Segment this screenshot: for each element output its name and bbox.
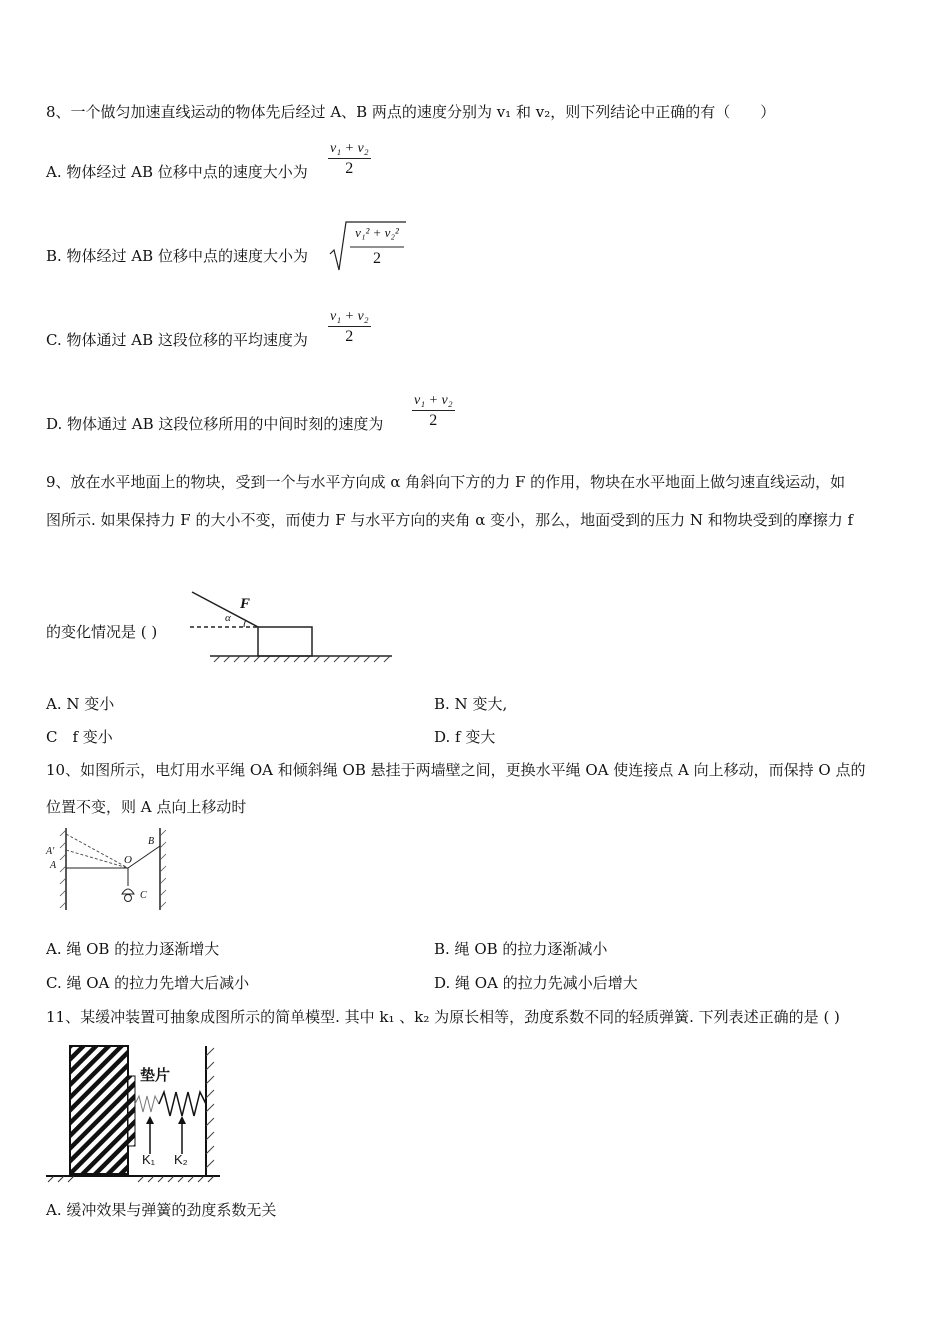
q8-option-d: D. 物体通过 AB 这段位移所用的中间时刻的速度为 [46, 415, 384, 433]
fraction-numerator: v₁ + v₂ [328, 140, 371, 159]
q10-stem-line1: 10、如图所示，电灯用水平绳 OA 和倾斜绳 OB 悬挂于两墙壁之间，更换水平绳 OA 使连接点 A 向上移动，而保持 O 点的 [46, 761, 866, 779]
spring-k2-label: K₂ [174, 1152, 188, 1167]
sqrt-numerator: v₁² + v₂² [355, 225, 399, 240]
q10-option-c: C. 绳 OA 的拉力先增大后减小 [46, 974, 250, 992]
q9-option-b: B. N 变大, [434, 695, 508, 713]
point-a-prime-label: A' [46, 846, 55, 857]
q9-option-d: D. f 变大 [434, 728, 496, 746]
point-b-label: B [148, 836, 155, 847]
buffer-device-diagram [44, 1044, 224, 1184]
fraction-denominator: 2 [345, 160, 354, 177]
q10-lamp-rope-diagram [44, 826, 170, 912]
fraction-denominator: 2 [429, 412, 438, 429]
sqrt-denominator: 2 [373, 250, 381, 267]
lamp-c-label: C [140, 890, 147, 901]
q10-option-a: A. 绳 OB 的拉力逐渐增大 [46, 940, 220, 958]
q8-option-b: B. 物体经过 AB 位移中点的速度大小为 [46, 247, 308, 265]
spring-k1-label: K₁ [142, 1152, 156, 1167]
fraction-numerator: v₁ + v₂ [328, 308, 371, 327]
q10-option-b: B. 绳 OB 的拉力逐渐减小 [434, 940, 608, 958]
q10-stem-line2: 位置不变，则 A 点向上移动时 [46, 798, 247, 816]
q8-option-c: C. 物体通过 AB 这段位移的平均速度为 [46, 331, 308, 349]
q9-option-c: C f 变小 [46, 728, 113, 746]
q9-option-a: A. N 变小 [46, 695, 115, 713]
q9-stem-line3: 的变化情况是 ( ) [46, 623, 158, 641]
q11-stem: 11、某缓冲装置可抽象成图所示的简单模型. 其中 k₁ 、k₂ 为原长相等，劲度系数不同的轻质弹簧. 下列表述正确的是 ( ) [46, 1008, 840, 1026]
fraction-v1-plus-v2-over-2 [328, 308, 371, 347]
sqrt-expression [328, 218, 408, 274]
force-f-label: F [240, 596, 251, 612]
point-o-label: O [124, 854, 132, 866]
q9-stem-line1: 9、放在水平地面上的物块，受到一个与水平方向成 α 角斜向下方的力 F 的作用，物块在水平地面上做匀速直线运动，如 [46, 473, 846, 491]
q8-option-a: A. 物体经过 AB 位移中点的速度大小为 [46, 163, 308, 181]
q10-option-d: D. 绳 OA 的拉力先减小后增大 [434, 974, 638, 992]
point-a-label: A [50, 860, 57, 871]
fraction-numerator: v₁ + v₂ [412, 392, 455, 411]
q11-option-a: A. 缓冲效果与弹簧的劲度系数无关 [46, 1201, 277, 1219]
pad-label: 垫片 [140, 1066, 171, 1084]
q9-figure-block-force [186, 588, 396, 666]
block-on-ground-diagram [186, 588, 396, 666]
q9-stem-line2: 图所示. 如果保持力 F 的大小不变，而使力 F 与水平方向的夹角 α 变小，那么，地面受到的压力 N 和物块受到的摩擦力 f [46, 511, 854, 529]
fraction-denominator: 2 [345, 328, 354, 345]
q8-stem: 8、一个做匀加速直线运动的物体先后经过 A、B 两点的速度分别为 v₁ 和 v₂，则下列结论中正确的有（ ） [46, 103, 776, 121]
alpha-angle-label: α [225, 612, 231, 624]
fraction-v1-plus-v2-over-2 [328, 140, 371, 179]
q11-buffer-spring-diagram [44, 1044, 224, 1184]
fraction-v1-plus-v2-over-2 [412, 392, 455, 431]
